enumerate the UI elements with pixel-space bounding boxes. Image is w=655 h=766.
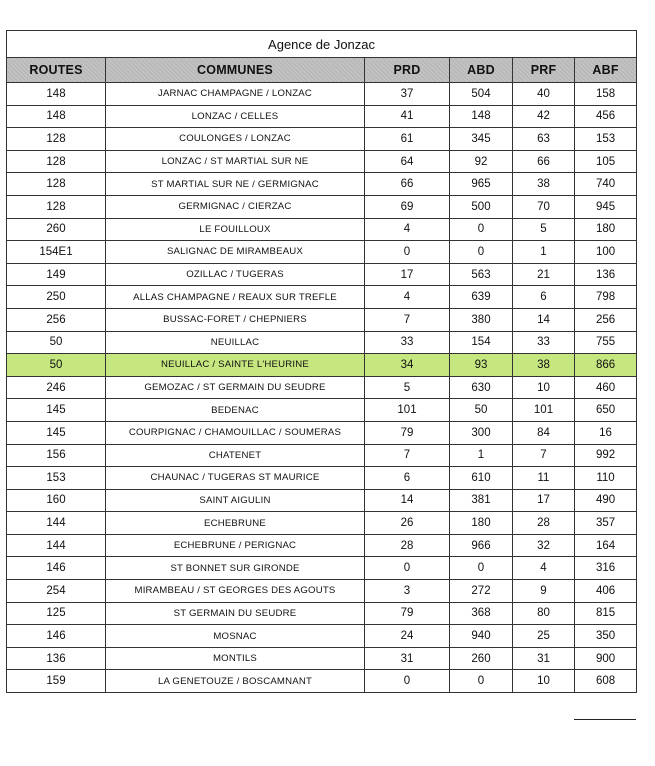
header-row — [7, 58, 637, 83]
prd-cell: 34 — [365, 354, 450, 377]
route-cell: 50 — [7, 354, 106, 377]
commune-cell: MIRAMBEAU / ST GEORGES DES AGOUTS — [106, 580, 365, 603]
abf-cell: 608 — [575, 670, 637, 693]
prf-cell: 11 — [513, 467, 575, 490]
table-row — [7, 331, 637, 354]
route-cell: 160 — [7, 489, 106, 512]
prf-cell: 38 — [513, 173, 575, 196]
commune-cell: NEUILLAC — [106, 331, 365, 354]
route-cell: 246 — [7, 376, 106, 399]
route-cell: 154E1 — [7, 241, 106, 264]
table-row — [7, 173, 637, 196]
table-row — [7, 286, 637, 309]
route-cell: 153 — [7, 467, 106, 490]
abd-cell: 563 — [450, 263, 513, 286]
abf-cell: 180 — [575, 218, 637, 241]
abd-cell: 272 — [450, 580, 513, 603]
commune-cell: LONZAC / ST MARTIAL SUR NE — [106, 150, 365, 173]
route-cell: 159 — [7, 670, 106, 693]
abf-cell: 406 — [575, 580, 637, 603]
prf-cell: 80 — [513, 602, 575, 625]
table-row — [7, 512, 637, 535]
abf-cell: 256 — [575, 308, 637, 331]
route-cell: 136 — [7, 647, 106, 670]
prd-cell: 7 — [365, 308, 450, 331]
abd-cell: 639 — [450, 286, 513, 309]
abd-cell: 380 — [450, 308, 513, 331]
prf-cell: 9 — [513, 580, 575, 603]
abf-cell: 158 — [575, 83, 637, 106]
prd-cell: 0 — [365, 241, 450, 264]
abf-cell: 153 — [575, 128, 637, 151]
table-row — [7, 467, 637, 490]
route-cell: 128 — [7, 195, 106, 218]
route-cell: 125 — [7, 602, 106, 625]
abf-cell: 900 — [575, 647, 637, 670]
table-body — [7, 83, 637, 693]
abd-cell: 0 — [450, 670, 513, 693]
column-header-abd: ABD — [450, 58, 513, 83]
abf-cell: 650 — [575, 399, 637, 422]
table-row — [7, 534, 637, 557]
table-row — [7, 580, 637, 603]
abd-cell: 630 — [450, 376, 513, 399]
prd-cell: 5 — [365, 376, 450, 399]
column-header-prf: PRF — [513, 58, 575, 83]
prd-cell: 0 — [365, 670, 450, 693]
prd-cell: 31 — [365, 647, 450, 670]
abf-cell: 350 — [575, 625, 637, 648]
abf-cell: 100 — [575, 241, 637, 264]
prf-cell: 66 — [513, 150, 575, 173]
commune-cell: ST MARTIAL SUR NE / GERMIGNAC — [106, 173, 365, 196]
abf-cell: 992 — [575, 444, 637, 467]
route-cell: 260 — [7, 218, 106, 241]
table-row — [7, 150, 637, 173]
table-row — [7, 128, 637, 151]
prd-cell: 7 — [365, 444, 450, 467]
abf-cell: 16 — [575, 421, 637, 444]
commune-cell: JARNAC CHAMPAGNE / LONZAC — [106, 83, 365, 106]
prf-cell: 14 — [513, 308, 575, 331]
abd-cell: 154 — [450, 331, 513, 354]
abf-cell: 164 — [575, 534, 637, 557]
abd-cell: 0 — [450, 557, 513, 580]
abf-cell: 945 — [575, 195, 637, 218]
route-cell: 148 — [7, 105, 106, 128]
commune-cell: LE FOUILLOUX — [106, 218, 365, 241]
commune-cell: LONZAC / CELLES — [106, 105, 365, 128]
prf-cell: 32 — [513, 534, 575, 557]
route-cell: 144 — [7, 534, 106, 557]
commune-cell: SALIGNAC DE MIRAMBEAUX — [106, 241, 365, 264]
prd-cell: 28 — [365, 534, 450, 557]
abf-cell: 357 — [575, 512, 637, 535]
table-row — [7, 218, 637, 241]
prd-cell: 3 — [365, 580, 450, 603]
route-cell: 144 — [7, 512, 106, 535]
prf-cell: 21 — [513, 263, 575, 286]
commune-cell: GEMOZAC / ST GERMAIN DU SEUDRE — [106, 376, 365, 399]
abd-cell: 300 — [450, 421, 513, 444]
commune-cell: GERMIGNAC / CIERZAC — [106, 195, 365, 218]
abd-cell: 93 — [450, 354, 513, 377]
commune-cell: LA GENETOUZE / BOSCAMNANT — [106, 670, 365, 693]
prd-cell: 37 — [365, 83, 450, 106]
commune-cell: CHAUNAC / TUGERAS ST MAURICE — [106, 467, 365, 490]
prd-cell: 33 — [365, 331, 450, 354]
abf-cell: 136 — [575, 263, 637, 286]
abd-cell: 260 — [450, 647, 513, 670]
abf-cell: 755 — [575, 331, 637, 354]
prf-cell: 31 — [513, 647, 575, 670]
prf-cell: 10 — [513, 376, 575, 399]
prd-cell: 61 — [365, 128, 450, 151]
table-row-highlighted — [7, 354, 637, 377]
prd-cell: 26 — [365, 512, 450, 535]
prd-cell: 66 — [365, 173, 450, 196]
commune-cell: BEDENAC — [106, 399, 365, 422]
route-cell: 156 — [7, 444, 106, 467]
route-cell: 145 — [7, 399, 106, 422]
title-row — [7, 31, 637, 58]
prf-cell: 17 — [513, 489, 575, 512]
abd-cell: 966 — [450, 534, 513, 557]
table-row — [7, 602, 637, 625]
commune-cell: MOSNAC — [106, 625, 365, 648]
prf-cell: 6 — [513, 286, 575, 309]
table-row — [7, 444, 637, 467]
commune-cell: COULONGES / LONZAC — [106, 128, 365, 151]
abd-cell: 381 — [450, 489, 513, 512]
table-row — [7, 195, 637, 218]
table-row — [7, 399, 637, 422]
commune-cell: MONTILS — [106, 647, 365, 670]
column-header-prd: PRD — [365, 58, 450, 83]
table-row — [7, 647, 637, 670]
abd-cell: 965 — [450, 173, 513, 196]
abf-cell: 316 — [575, 557, 637, 580]
abd-cell: 92 — [450, 150, 513, 173]
prd-cell: 4 — [365, 218, 450, 241]
commune-cell: ST GERMAIN DU SEUDRE — [106, 602, 365, 625]
column-header-routes: ROUTES — [7, 58, 106, 83]
prf-cell: 101 — [513, 399, 575, 422]
commune-cell: ECHEBRUNE / PERIGNAC — [106, 534, 365, 557]
route-cell: 128 — [7, 173, 106, 196]
route-cell: 256 — [7, 308, 106, 331]
prf-cell: 25 — [513, 625, 575, 648]
abd-cell: 368 — [450, 602, 513, 625]
table-row — [7, 105, 637, 128]
table-row — [7, 263, 637, 286]
abd-cell: 180 — [450, 512, 513, 535]
commune-cell: BUSSAC-FORET / CHEPNIERS — [106, 308, 365, 331]
route-cell: 146 — [7, 557, 106, 580]
prd-cell: 41 — [365, 105, 450, 128]
abd-cell: 50 — [450, 399, 513, 422]
prd-cell: 14 — [365, 489, 450, 512]
abd-cell: 148 — [450, 105, 513, 128]
agency-title: Agence de Jonzac — [7, 31, 637, 58]
prf-cell: 7 — [513, 444, 575, 467]
commune-cell: CHATENET — [106, 444, 365, 467]
table-row — [7, 421, 637, 444]
column-header-communes: COMMUNES — [106, 58, 365, 83]
prf-cell: 84 — [513, 421, 575, 444]
prd-cell: 24 — [365, 625, 450, 648]
prd-cell: 69 — [365, 195, 450, 218]
abf-cell: 798 — [575, 286, 637, 309]
abd-cell: 500 — [450, 195, 513, 218]
prf-cell: 38 — [513, 354, 575, 377]
traffic-table-sheet — [6, 30, 636, 693]
table-row — [7, 241, 637, 264]
table-row — [7, 489, 637, 512]
commune-cell: COURPIGNAC / CHAMOUILLAC / SOUMERAS — [106, 421, 365, 444]
prf-cell: 63 — [513, 128, 575, 151]
prd-cell: 64 — [365, 150, 450, 173]
abf-cell: 110 — [575, 467, 637, 490]
abd-cell: 345 — [450, 128, 513, 151]
table-row — [7, 557, 637, 580]
commune-cell: ECHEBRUNE — [106, 512, 365, 535]
column-header-abf: ABF — [575, 58, 637, 83]
commune-cell: ST BONNET SUR GIRONDE — [106, 557, 365, 580]
abd-cell: 0 — [450, 218, 513, 241]
abd-cell: 504 — [450, 83, 513, 106]
abf-cell: 815 — [575, 602, 637, 625]
prf-cell: 5 — [513, 218, 575, 241]
prd-cell: 4 — [365, 286, 450, 309]
table-row — [7, 83, 637, 106]
abf-cell: 105 — [575, 150, 637, 173]
prf-cell: 70 — [513, 195, 575, 218]
prd-cell: 17 — [365, 263, 450, 286]
abf-cell: 740 — [575, 173, 637, 196]
abd-cell: 0 — [450, 241, 513, 264]
table-row — [7, 308, 637, 331]
prd-cell: 79 — [365, 602, 450, 625]
abf-cell: 490 — [575, 489, 637, 512]
route-cell: 250 — [7, 286, 106, 309]
prf-cell: 33 — [513, 331, 575, 354]
route-cell: 128 — [7, 150, 106, 173]
prd-cell: 6 — [365, 467, 450, 490]
table-row — [7, 625, 637, 648]
abf-cell: 460 — [575, 376, 637, 399]
route-cell: 146 — [7, 625, 106, 648]
abf-cell: 456 — [575, 105, 637, 128]
route-cell: 149 — [7, 263, 106, 286]
commune-cell: NEUILLAC / SAINTE L'HEURINE — [106, 354, 365, 377]
table-row — [7, 376, 637, 399]
prd-cell: 79 — [365, 421, 450, 444]
route-cell: 148 — [7, 83, 106, 106]
abd-cell: 610 — [450, 467, 513, 490]
route-cell: 254 — [7, 580, 106, 603]
prf-cell: 4 — [513, 557, 575, 580]
route-cell: 145 — [7, 421, 106, 444]
commune-cell: ALLAS CHAMPAGNE / REAUX SUR TREFLE — [106, 286, 365, 309]
prf-cell: 10 — [513, 670, 575, 693]
footer-rule — [574, 719, 636, 720]
abf-cell: 866 — [575, 354, 637, 377]
route-cell: 128 — [7, 128, 106, 151]
route-cell: 50 — [7, 331, 106, 354]
prf-cell: 28 — [513, 512, 575, 535]
traffic-table — [6, 30, 637, 693]
commune-cell: SAINT AIGULIN — [106, 489, 365, 512]
abd-cell: 1 — [450, 444, 513, 467]
commune-cell: OZILLAC / TUGERAS — [106, 263, 365, 286]
prf-cell: 42 — [513, 105, 575, 128]
prf-cell: 40 — [513, 83, 575, 106]
prf-cell: 1 — [513, 241, 575, 264]
prd-cell: 101 — [365, 399, 450, 422]
table-row — [7, 670, 637, 693]
prd-cell: 0 — [365, 557, 450, 580]
abd-cell: 940 — [450, 625, 513, 648]
